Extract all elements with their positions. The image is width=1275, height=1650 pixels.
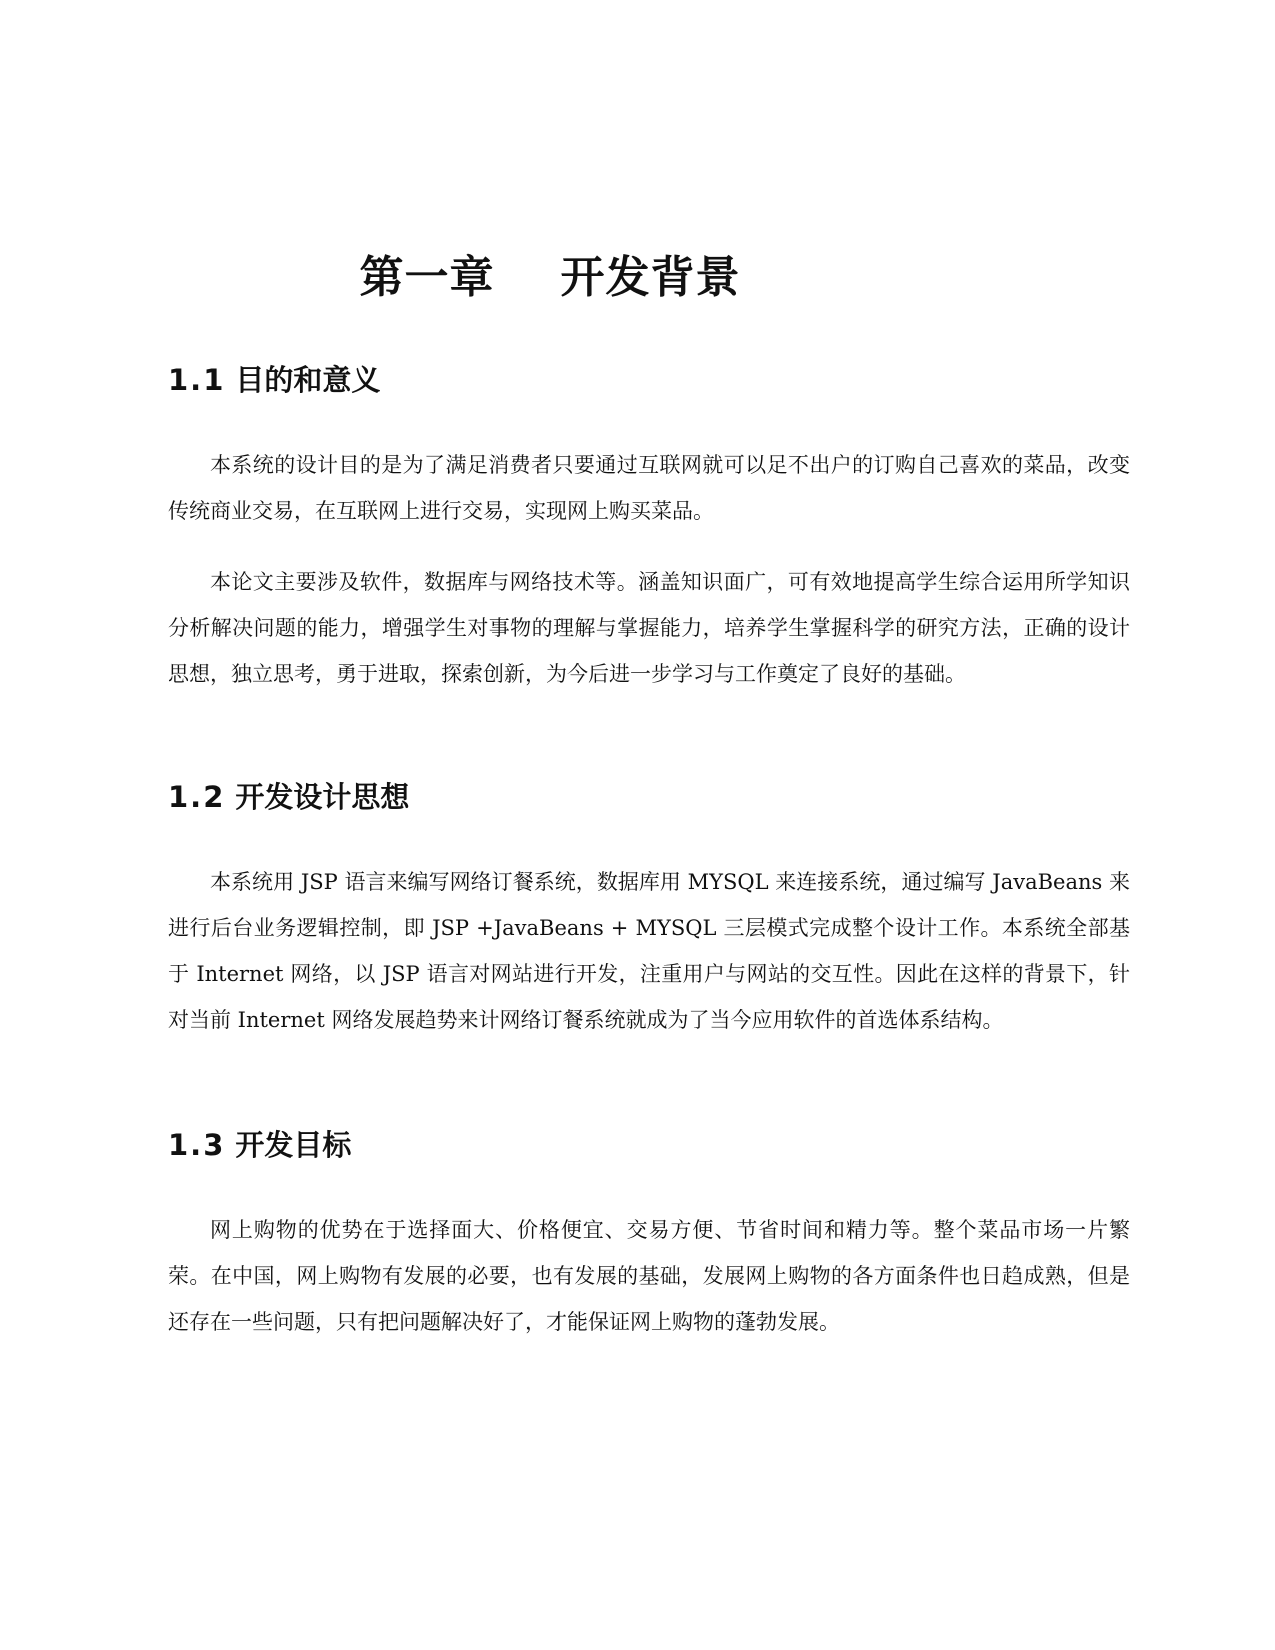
chapter-title-text: 开发背景 — [560, 252, 741, 303]
section-title: 目的和意义 — [235, 363, 381, 397]
section-number: 1.1 — [168, 363, 226, 397]
section-number: 1.2 — [168, 780, 226, 814]
section-title: 开发目标 — [235, 1128, 352, 1162]
paragraph-significance: 本论文主要涉及软件，数据库与网络技术等。涵盖知识面广，可有效地提高学生综合运用所学知识分析解决问题的能力，增强学生对事物的理解与掌握能力，培养学生掌握科学的研究方法，正确的设计思想，独立思考，勇于进取，探索创新，为今后进一步学习与工作奠定了良好的基础。 — [168, 570, 1130, 686]
paragraph-design-idea: 本系统用 JSP 语言来编写网络订餐系统，数据库用 MYSQL 来连接系统，通过编写 JavaBeans 来进行后台业务逻辑控制，即 JSP +JavaBeans + MYSQL 三层模式完成整个设计工作。本系统全部基于 Internet 网络，以 JSP 语言对网站进行开发，注重用户与网站的交互性。因此在这样的背景下，针对当前 Internet 网络发展趋势来计网络订餐系统就成为了当今应用软件的首选体系结构。 — [168, 870, 1130, 1032]
section-heading-1-2 — [168, 777, 1128, 817]
section-title: 开发设计思想 — [235, 780, 410, 814]
section-heading-1-3 — [168, 1125, 1128, 1165]
section-heading-1-1 — [168, 360, 1128, 400]
paragraph-purpose: 本系统的设计目的是为了满足消费者只要通过互联网就可以足不出户的订购自己喜欢的菜品，改变传统商业交易，在互联网上进行交易，实现网上购买菜品。 — [168, 453, 1130, 523]
chapter-title — [0, 248, 1100, 308]
section-number: 1.3 — [168, 1128, 226, 1162]
paragraph-goals: 网上购物的优势在于选择面大、价格便宜、交易方便、节省时间和精力等。整个菜品市场一片繁荣。在中国，网上购物有发展的必要，也有发展的基础，发展网上购物的各方面条件也日趋成熟，但是还存在一些问题，只有把问题解决好了，才能保证网上购物的蓬勃发展。 — [168, 1218, 1130, 1334]
chapter-number: 第一章 — [359, 252, 495, 303]
